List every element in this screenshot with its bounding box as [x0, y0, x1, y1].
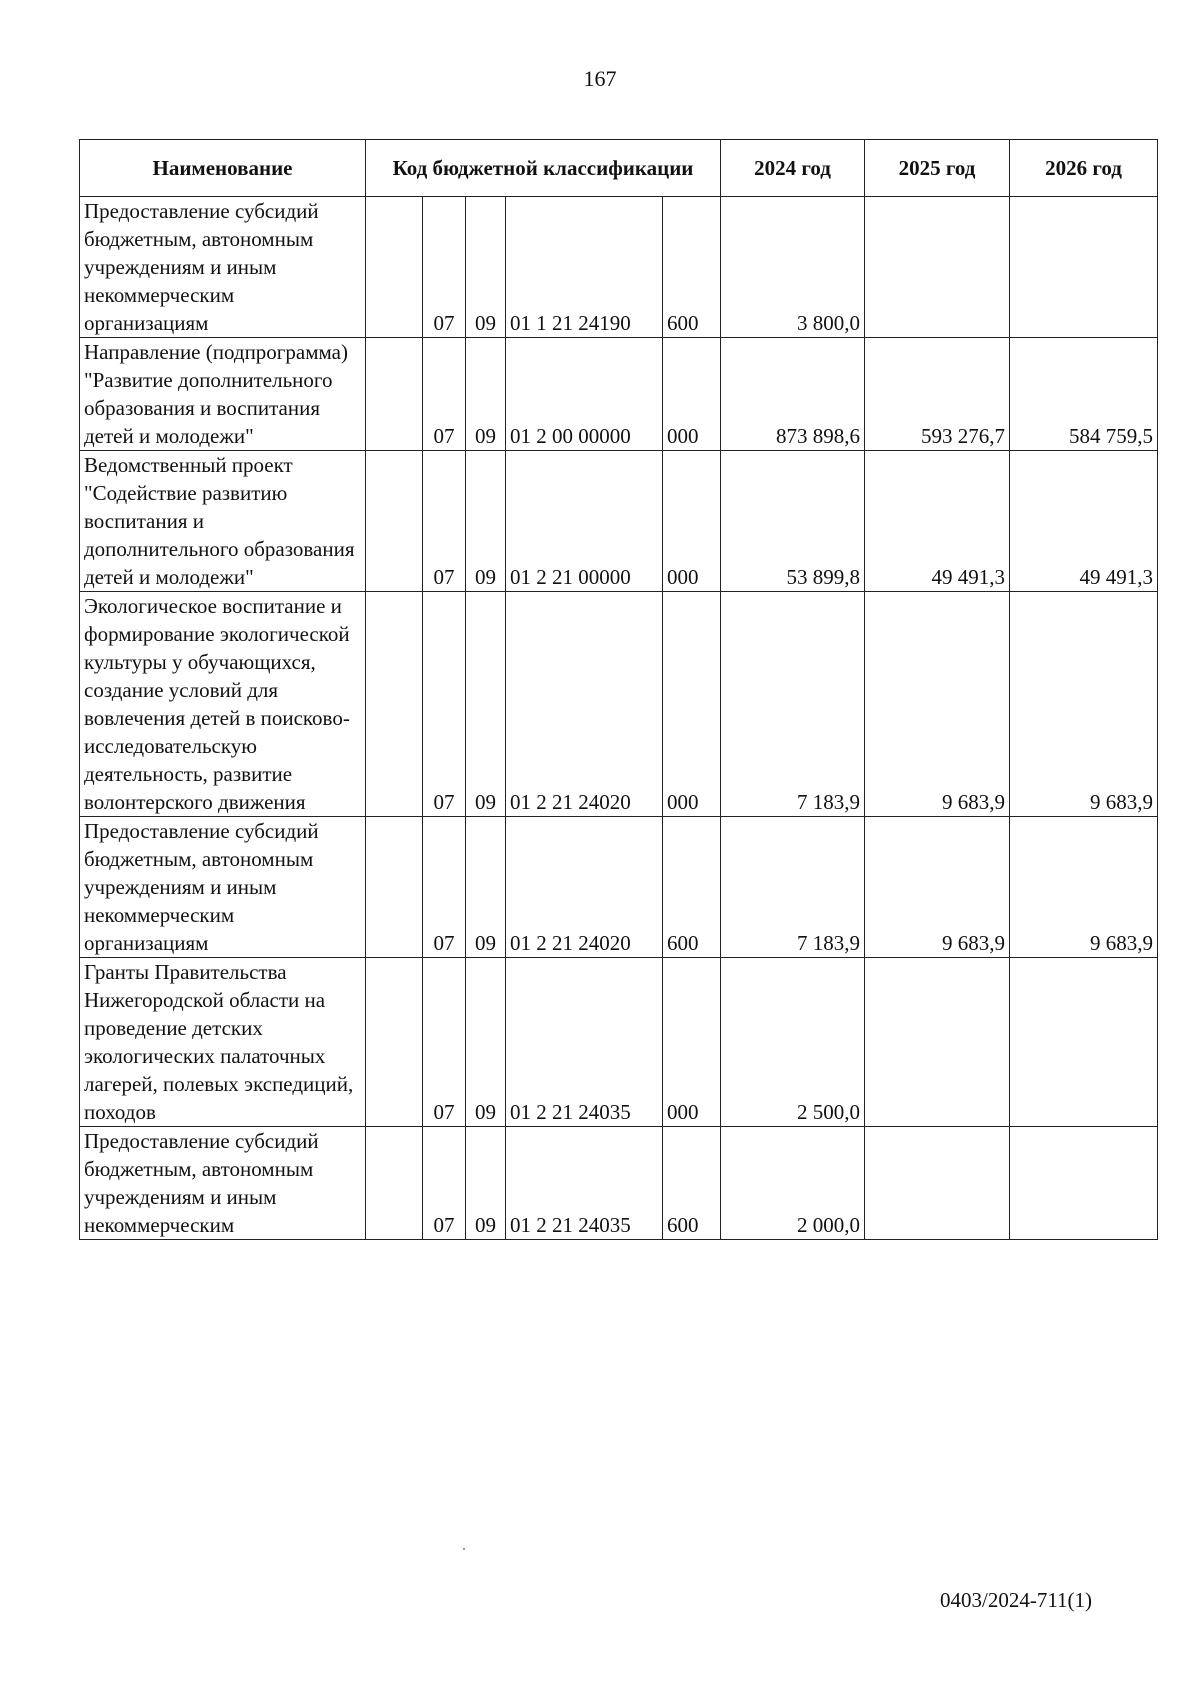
row-name: Предоставление субсидий бюджетным, автономным учреждениям и иным некоммерческим организациям	[80, 817, 366, 958]
row-name: Предоставление субсидий бюджетным, автономным учреждениям и иным некоммерческим организациям	[80, 197, 366, 338]
header-2026: 2026 год	[1010, 140, 1158, 197]
row-amount-2024: 53 899,8	[721, 451, 865, 592]
row-amount-2024: 7 183,9	[721, 817, 865, 958]
scan-speck	[463, 1548, 465, 1550]
table-row	[80, 1127, 1158, 1240]
row-subsection-code: 09	[466, 1127, 506, 1240]
row-amount-2024: 2 000,0	[721, 1127, 865, 1240]
row-name: Направление (подпрограмма) "Развитие дополнительного образования и воспитания детей и молодежи"	[80, 338, 366, 451]
row-ministry-code	[366, 958, 423, 1127]
row-target-code: 01 2 00 00000	[506, 338, 663, 451]
row-subsection-code: 09	[466, 451, 506, 592]
row-amount-2026: 9 683,9	[1010, 817, 1158, 958]
row-name: Ведомственный проект "Содействие развитию воспитания и дополнительного образования детей и молодежи"	[80, 451, 366, 592]
row-amount-2025: 49 491,3	[865, 451, 1010, 592]
row-amount-2024: 7 183,9	[721, 592, 865, 817]
row-target-code: 01 2 21 24035	[506, 1127, 663, 1240]
row-amount-2025	[865, 197, 1010, 338]
row-target-code: 01 2 21 24020	[506, 817, 663, 958]
row-name: Гранты Правительства Нижегородской области на проведение детских экологических палаточных лагерей, полевых экспедиций, походов	[80, 958, 366, 1127]
row-subsection-code: 09	[466, 592, 506, 817]
row-target-code: 01 1 21 24190	[506, 197, 663, 338]
row-ministry-code	[366, 197, 423, 338]
row-section-code: 07	[423, 1127, 466, 1240]
header-2024: 2024 год	[721, 140, 865, 197]
row-section-code: 07	[423, 451, 466, 592]
row-expense-type-code: 000	[663, 338, 721, 451]
table-row	[80, 817, 1158, 958]
table-row	[80, 592, 1158, 817]
document-number: 0403/2024-711(1)	[940, 1588, 1093, 1612]
row-section-code: 07	[423, 958, 466, 1127]
row-target-code: 01 2 21 00000	[506, 451, 663, 592]
row-target-code: 01 2 21 24035	[506, 958, 663, 1127]
row-amount-2026: 584 759,5	[1010, 338, 1158, 451]
row-subsection-code: 09	[466, 338, 506, 451]
page-number: 167	[583, 66, 617, 91]
header-name: Наименование	[80, 140, 366, 197]
row-subsection-code: 09	[466, 817, 506, 958]
row-name: Предоставление субсидий бюджетным, автономным учреждениям и иным некоммерческим	[80, 1127, 366, 1240]
table-row	[80, 338, 1158, 451]
row-section-code: 07	[423, 197, 466, 338]
row-subsection-code: 09	[466, 197, 506, 338]
row-section-code: 07	[423, 592, 466, 817]
row-amount-2026	[1010, 197, 1158, 338]
table-header-row	[80, 140, 1158, 197]
table-row	[80, 197, 1158, 338]
row-amount-2026	[1010, 1127, 1158, 1240]
header-code: Код бюджетной классификации	[366, 140, 721, 197]
row-expense-type-code: 000	[663, 592, 721, 817]
row-amount-2024: 2 500,0	[721, 958, 865, 1127]
row-ministry-code	[366, 817, 423, 958]
header-2025: 2025 год	[865, 140, 1010, 197]
row-amount-2025	[865, 1127, 1010, 1240]
row-section-code: 07	[423, 338, 466, 451]
row-section-code: 07	[423, 817, 466, 958]
row-ministry-code	[366, 592, 423, 817]
budget-table	[79, 139, 1158, 1240]
row-ministry-code	[366, 338, 423, 451]
row-amount-2026: 49 491,3	[1010, 451, 1158, 592]
table-row	[80, 451, 1158, 592]
row-amount-2025	[865, 958, 1010, 1127]
row-expense-type-code: 600	[663, 197, 721, 338]
row-amount-2026	[1010, 958, 1158, 1127]
row-amount-2025: 9 683,9	[865, 592, 1010, 817]
row-amount-2025: 593 276,7	[865, 338, 1010, 451]
row-subsection-code: 09	[466, 958, 506, 1127]
row-amount-2025: 9 683,9	[865, 817, 1010, 958]
row-ministry-code	[366, 1127, 423, 1240]
table-row	[80, 958, 1158, 1127]
row-expense-type-code: 600	[663, 817, 721, 958]
row-amount-2024: 873 898,6	[721, 338, 865, 451]
row-amount-2026: 9 683,9	[1010, 592, 1158, 817]
row-expense-type-code: 000	[663, 958, 721, 1127]
row-expense-type-code: 600	[663, 1127, 721, 1240]
row-name: Экологическое воспитание и формирование экологической культуры у обучающихся, создание условий для вовлечения детей в поисково-исследовательскую деятельность, развитие волонтерского движения	[80, 592, 366, 817]
row-ministry-code	[366, 451, 423, 592]
row-target-code: 01 2 21 24020	[506, 592, 663, 817]
row-amount-2024: 3 800,0	[721, 197, 865, 338]
row-expense-type-code: 000	[663, 451, 721, 592]
